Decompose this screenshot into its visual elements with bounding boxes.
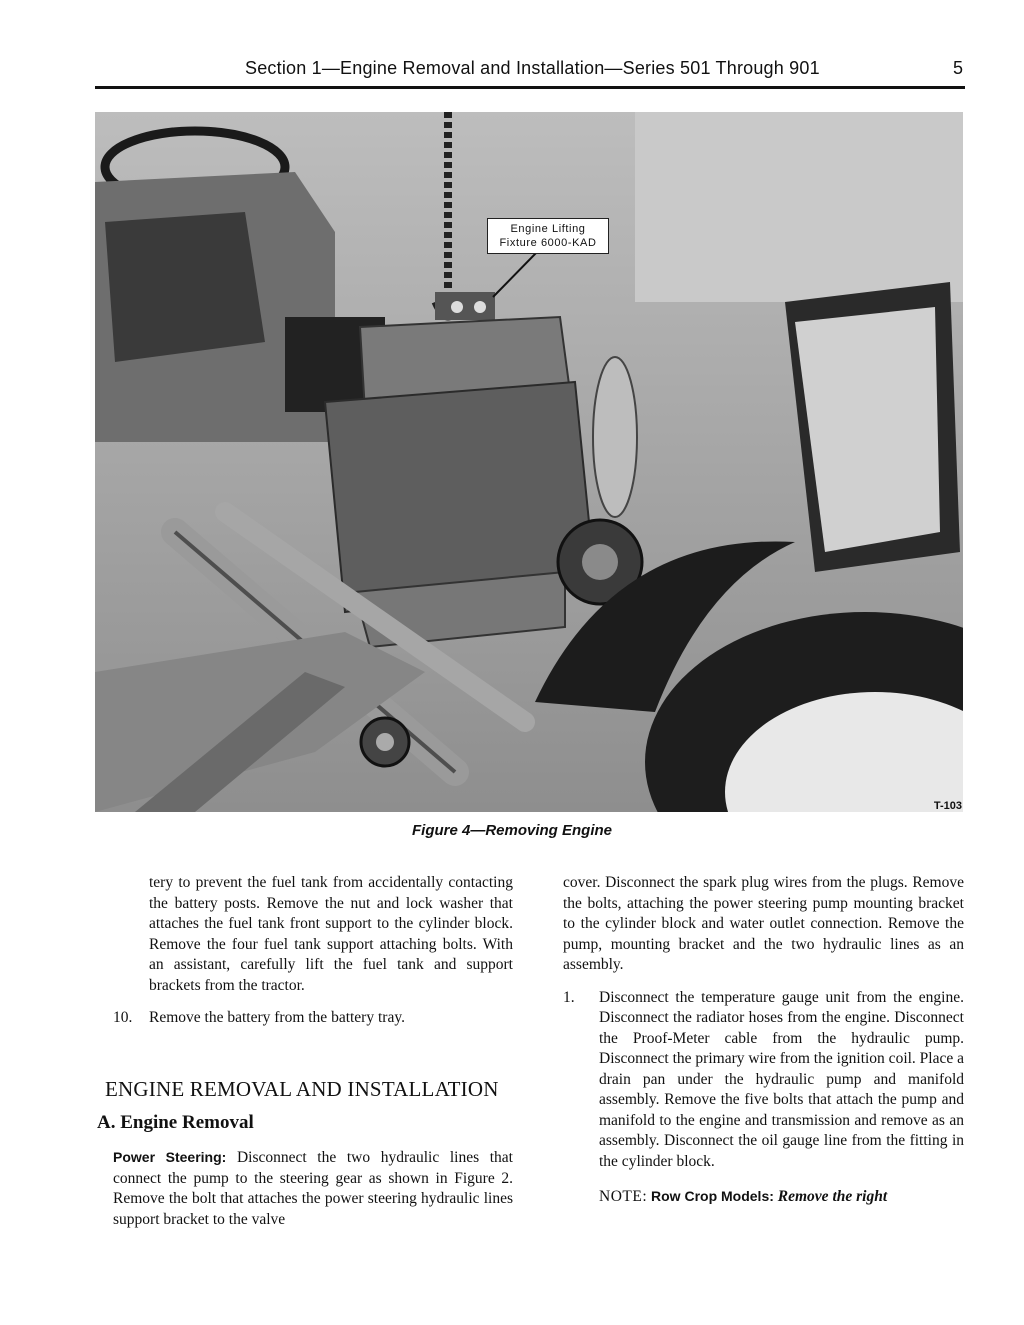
header-rule: [95, 86, 965, 89]
engine-removal-photo: [95, 112, 963, 812]
step-10: [113, 1008, 513, 1029]
note-text: Remove the right: [777, 1188, 888, 1205]
page-number: 5: [952, 58, 963, 78]
step-1-number: 1.: [563, 988, 575, 1006]
right-column: [563, 873, 964, 1208]
note-models: Row Crop Models:: [651, 1188, 774, 1204]
lifting-fixture-callout: [487, 218, 609, 254]
section-heading: ENGINE REMOVAL AND INSTALLATION: [105, 1077, 499, 1101]
power-steering-text: Disconnect the two hydraulic lines that connect the pump to the steering gear as shown in Figure 2. Remove the bolt that attaches the power steering hydraulic lines support bracket to the valve: [113, 1149, 513, 1228]
continued-paragraph-right: cover. Disconnect the spark plug wires from the plugs. Remove the bolts, attaching the power steering pump mounting bracket to the cylinder block and water outlet connection. Remove the pump, mounting bracket and the two hydraulic lines as an assembly.: [563, 874, 964, 973]
figure-code: T-103: [933, 800, 962, 812]
continued-paragraph-left: tery to prevent the fuel tank from accidentally contacting the battery posts. Remove the nut and lock washer that attaches the fuel tank front support to the cylinder block. Remove the four fuel tank support attaching bolts. With an assistant, carefully lift the fuel tank and support brackets from the tractor.: [149, 874, 513, 994]
power-steering-label: Power Steering:: [113, 1149, 227, 1165]
note-label: NOTE:: [599, 1188, 648, 1205]
callout-line-1: Engine Lifting: [510, 223, 586, 235]
step-10-number: 10.: [113, 1009, 133, 1026]
power-steering-paragraph: [113, 1147, 513, 1230]
section-title: Section 1—Engine Removal and Installation—Series 501 Through 901: [245, 58, 820, 78]
page-header: [95, 56, 965, 86]
subsection-heading: A. Engine Removal: [97, 1112, 254, 1133]
figure-caption: Figure 4—Removing Engine: [411, 822, 613, 839]
left-column: [113, 873, 513, 1029]
step-10-text: Remove the battery from the battery tray.: [149, 1009, 405, 1026]
note: [563, 1186, 964, 1208]
step-1-text: Disconnect the temperature gauge unit from the engine. Disconnect the radiator hoses from the engine. Disconnect the Proof-Meter cable from the hydraulic pump. Disconnect the primary wire from the ignition coil. Place a drain pan under the hydraulic pump and manifold assembly. Remove the five bolts that attach the pump and manifold to the engine and transmission and remove as an assembly. Disconnect the oil gauge line from the fitting in the cylinder block.: [599, 988, 964, 1170]
step-1: [563, 988, 964, 1173]
callout-line-2: Fixture 6000-KAD: [499, 237, 597, 249]
